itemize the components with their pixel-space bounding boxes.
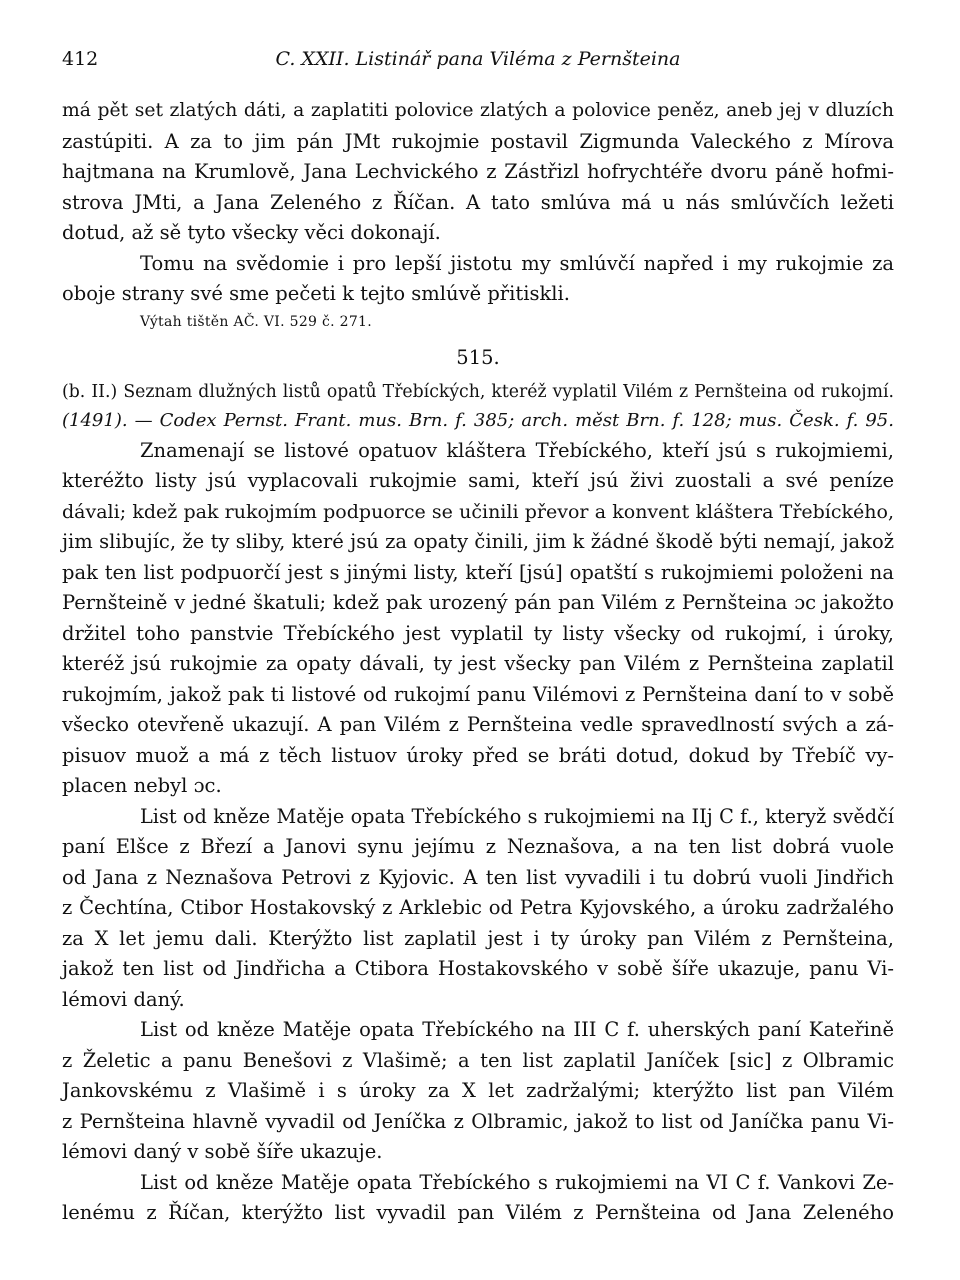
text-line: lenému z Říčan, kterýžto list vyvadil pan Vilém z Pernšteina od Jana Zeleného <box>62 1201 894 1224</box>
text-line: zastúpiti. A za to jim pán JMt rukojmie postavil Zigmunda Valeckého z Mírova <box>62 129 894 153</box>
text-line: paní Elšce z Březí a Janovi synu jejímu z Neznašova, a na ten list dobrá vuole <box>62 835 894 858</box>
text-line: držitel toho panstvie Třebíckého jest vyplatil ty listy všecky od rukojmí, i úroky, <box>62 621 894 645</box>
text-line: oboje strany své sme pečeti k tejto smlúvě přitiskli. <box>62 282 570 305</box>
paragraph-3 <box>62 1015 894 1168</box>
text-line: od Jana z Neznašova Petrovi z Kyjovic. A ten list vyvadili i tu dobrú vuoli Jindřich <box>62 865 894 889</box>
document-number: 515. <box>456 345 500 369</box>
text-line: dávali; kdež pak rukojmím podpuorce se učinili převor a konvent kláštera Třebíckého, <box>62 500 894 523</box>
paragraph-4 <box>62 1168 894 1229</box>
document-regest: (b. II.) Seznam dlužných listů opatů Třebíckých, kteréž vyplatil Vilém z Pernšteina od rukojmí. <box>62 381 894 402</box>
text-line: všecko otevřeně ukazují. A pan Vilém z Pernšteina vedle spravedlností svých a zá- <box>62 713 894 736</box>
text-line: rukojmím, jakož pak ti listové od rukojmí panu Vilémovi z Pernšteina daní to v sobě <box>62 682 894 706</box>
text-line: lémovi daný. <box>62 987 185 1011</box>
text-line: z Želetic a panu Benešovi z Vlašimě; a ten list zaplatil Janíček [sic] z Olbramic <box>62 1048 894 1072</box>
running-title: C. XXII. Listinář pana Viléma z Pernšteina <box>275 48 681 70</box>
page-header <box>62 48 894 76</box>
text-line: Znamenají se listové opatuov kláštera Třebíckého, kteří jsú s rukojmiemi, <box>140 438 894 462</box>
text-line: jim slibujíc, že ty sliby, které jsú za opaty činili, jim k žádné škodě býti nemají, jakož <box>62 530 894 553</box>
text-line: List od kněze Matěje opata Třebíckého s rukojmiemi na IIj C f., kteryž svědčí <box>140 804 894 828</box>
text-line: z Čechtína, Ctibor Hostakovský z Arklebic od Petra Kyjovského, a úroku zadržalého <box>62 896 894 919</box>
text-line: jakož ten list od Jindřicha a Ctibora Hostakovského v sobě šíře ukazuje, panu Vi- <box>62 957 894 980</box>
text-line: dotud, až sě tyto všecky věci dokonají. <box>62 221 441 244</box>
text-line: kteréž jsú rukojmie za opaty dávali, ty jest všecky pan Vilém z Pernšteina zaplatil <box>62 652 894 675</box>
text-line: Jankovskému z Vlašimě i s úroky za X let zadržalými; kterýžto list pan Vilém <box>62 1079 894 1102</box>
text-line: lémovi daný v sobě šíře ukazuje. <box>62 1140 383 1163</box>
text-line: za X let jemu dali. Kterýžto list zaplatil jest i ty úroky pan Vilém z Pernšteina, <box>62 926 894 950</box>
previous-document-end <box>62 96 894 334</box>
paragraph-2 <box>62 802 894 1016</box>
text-line: z Pernšteina hlavně vyvadil od Jeníčka z Olbramic, jakož to list od Janíčka panu Vi- <box>62 1109 894 1133</box>
text-line: kteréžto listy jsú vyplacovali rukojmie sami, kteří jsú živi zuostali a své peníze <box>62 469 894 492</box>
text-line: pisuov muož a má z těch listuov úroky před se bráti dotud, dokud by Třebíč vy- <box>62 743 894 767</box>
text-line: Tomu na svědomie i pro lepší jistotu my smlúvčí napřed i my rukojmie za <box>140 251 894 275</box>
text-line: pak ten list podpuorčí jest s jinými listy, kteří [jsú] opatští s rukojmiemi položeni na <box>62 560 894 584</box>
text-line: placen nebyl ɔc. <box>62 774 222 797</box>
page-number: 412 <box>62 48 99 70</box>
text-line: má pět set zlatých dáti, a zaplatiti polovice zlatých a polovice peněz, aneb jej v dluzích <box>62 100 894 121</box>
paragraph-1 <box>62 436 894 802</box>
text-line: hajtmana na Krumlově, Jana Lechvického z Zástřizl hofrychtéře dvoru páně hofmi- <box>62 160 894 183</box>
page-body <box>62 96 894 1229</box>
text-line: List od kněze Matěje opata Třebíckého s rukojmiemi na VI C f. Vankovi Ze- <box>140 1170 894 1194</box>
document-source: (1491). — Codex Pernst. Frant. mus. Brn. f. 385; arch. měst Brn. f. 128; mus. Česk. f. 95. <box>62 409 894 431</box>
text-line: strova JMti, a Jana Zeleného z Říčan. A tato smlúva má u nás smlúvčích ležeti <box>62 190 894 214</box>
source-note: Výtah tištěn AČ. VI. 529 č. 271. <box>140 313 373 330</box>
text-line: List od kněze Matěje opata Třebíckého na III C f. uherských paní Kateřině <box>140 1018 894 1041</box>
text-line: Pernšteině v jedné škatuli; kdež pak urozený pán pan Vilém z Pernšteina ɔc jakožto <box>62 591 894 614</box>
